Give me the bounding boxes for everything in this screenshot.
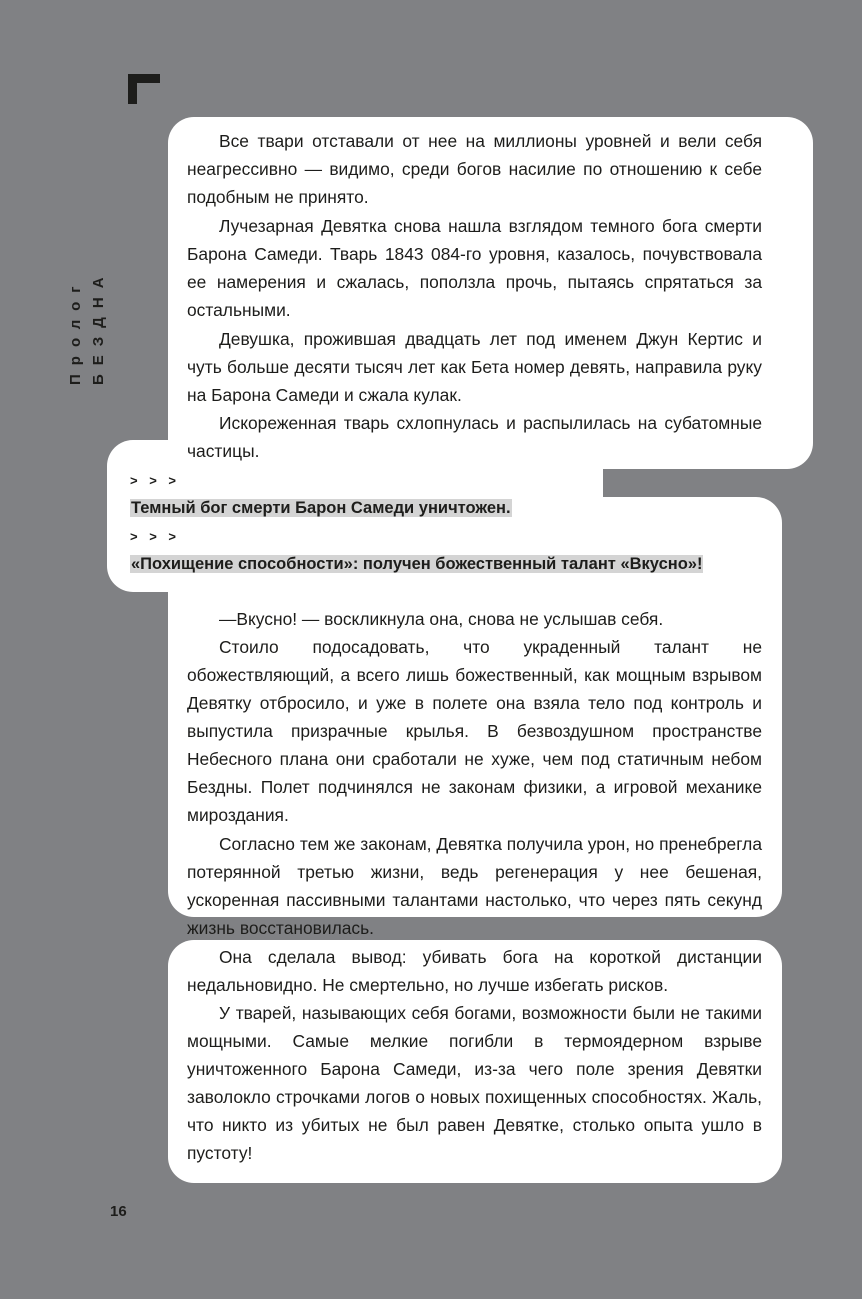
- paragraph: Стоило подосадовать, что украденный талант не обожествляющий, а всего лишь божественный, как мощным взрывом Девятку отбросило, и уже в полете она взяла тело под контроль и выпустила призрачные крылья. В безвоздушном пространстве Небесного плана они сработали не хуже, чем под статичным небом Бездны. Полет подчинялся не законам физики, а игровой механике мироздания.: [187, 637, 762, 825]
- chapter-title: БЕЗДНА: [90, 268, 107, 385]
- paragraph: Искореженная тварь схлопнулась и распылилась на субатомные частицы.: [187, 413, 762, 461]
- paragraph: Она сделала вывод: убивать бога на короткой дистанции недальновидно. Не смертельно, но лучше избегать рисков.: [187, 947, 762, 995]
- paragraph: —Вкусно! — воскликнула она, снова не услышав себя.: [219, 609, 664, 629]
- system-arrows: > > >: [130, 529, 180, 544]
- paragraph: Согласно тем же законам, Девятка получила урон, но пренебрегла потерянной третью жизни, ведь регенерация у нее бешеная, ускоренная пассивными талантами настолько, что через пять секунд жизнь восстановилась.: [187, 834, 762, 938]
- paragraph: Девушка, прожившая двадцать лет под именем Джун Кертис и чуть больше десяти тысяч лет как Бета номер девять, направила руку на Барона Самеди и сжала кулак.: [187, 329, 762, 405]
- chapter-side-title: [64, 268, 110, 385]
- system-arrows: > > >: [130, 473, 180, 488]
- corner-mark: [128, 74, 160, 104]
- system-message-talent-text: «Похищение способности»: получен божественный талант «Вкусно»!: [131, 555, 703, 573]
- system-message-kill-text: Темный бог смерти Барон Самеди уничтожен.: [131, 499, 511, 517]
- page-number: 16: [110, 1203, 127, 1220]
- system-message-talent: [130, 553, 703, 575]
- chapter-label: Пролог: [67, 277, 84, 385]
- paragraph: Лучезарная Девятка снова нашла взглядом темного бога смерти Барона Самеди. Тварь 1843 084-го уровня, казалось, почувствовала ее намерения и сжалась, поползла прочь, пытаясь спрятаться за остальными.: [187, 216, 762, 320]
- paragraph: Все твари отставали от нее на миллионы уровней и вели себя неагрессивно — видимо, среди богов насилие по отношению к себе подобным не принято.: [187, 131, 762, 207]
- system-message-kill: [130, 497, 512, 519]
- paragraph: У тварей, называющих себя богами, возможности были не такими мощными. Самые мелкие погибли в термоядерном взрыве уничтоженного Барона Самеди, из-за чего поле зрения Девятки заволокло строчками логов о новых похищенных способностях. Жаль, что никто из убитых не был равен Девятке, столько опыта ушло в пустоту!: [187, 1003, 762, 1163]
